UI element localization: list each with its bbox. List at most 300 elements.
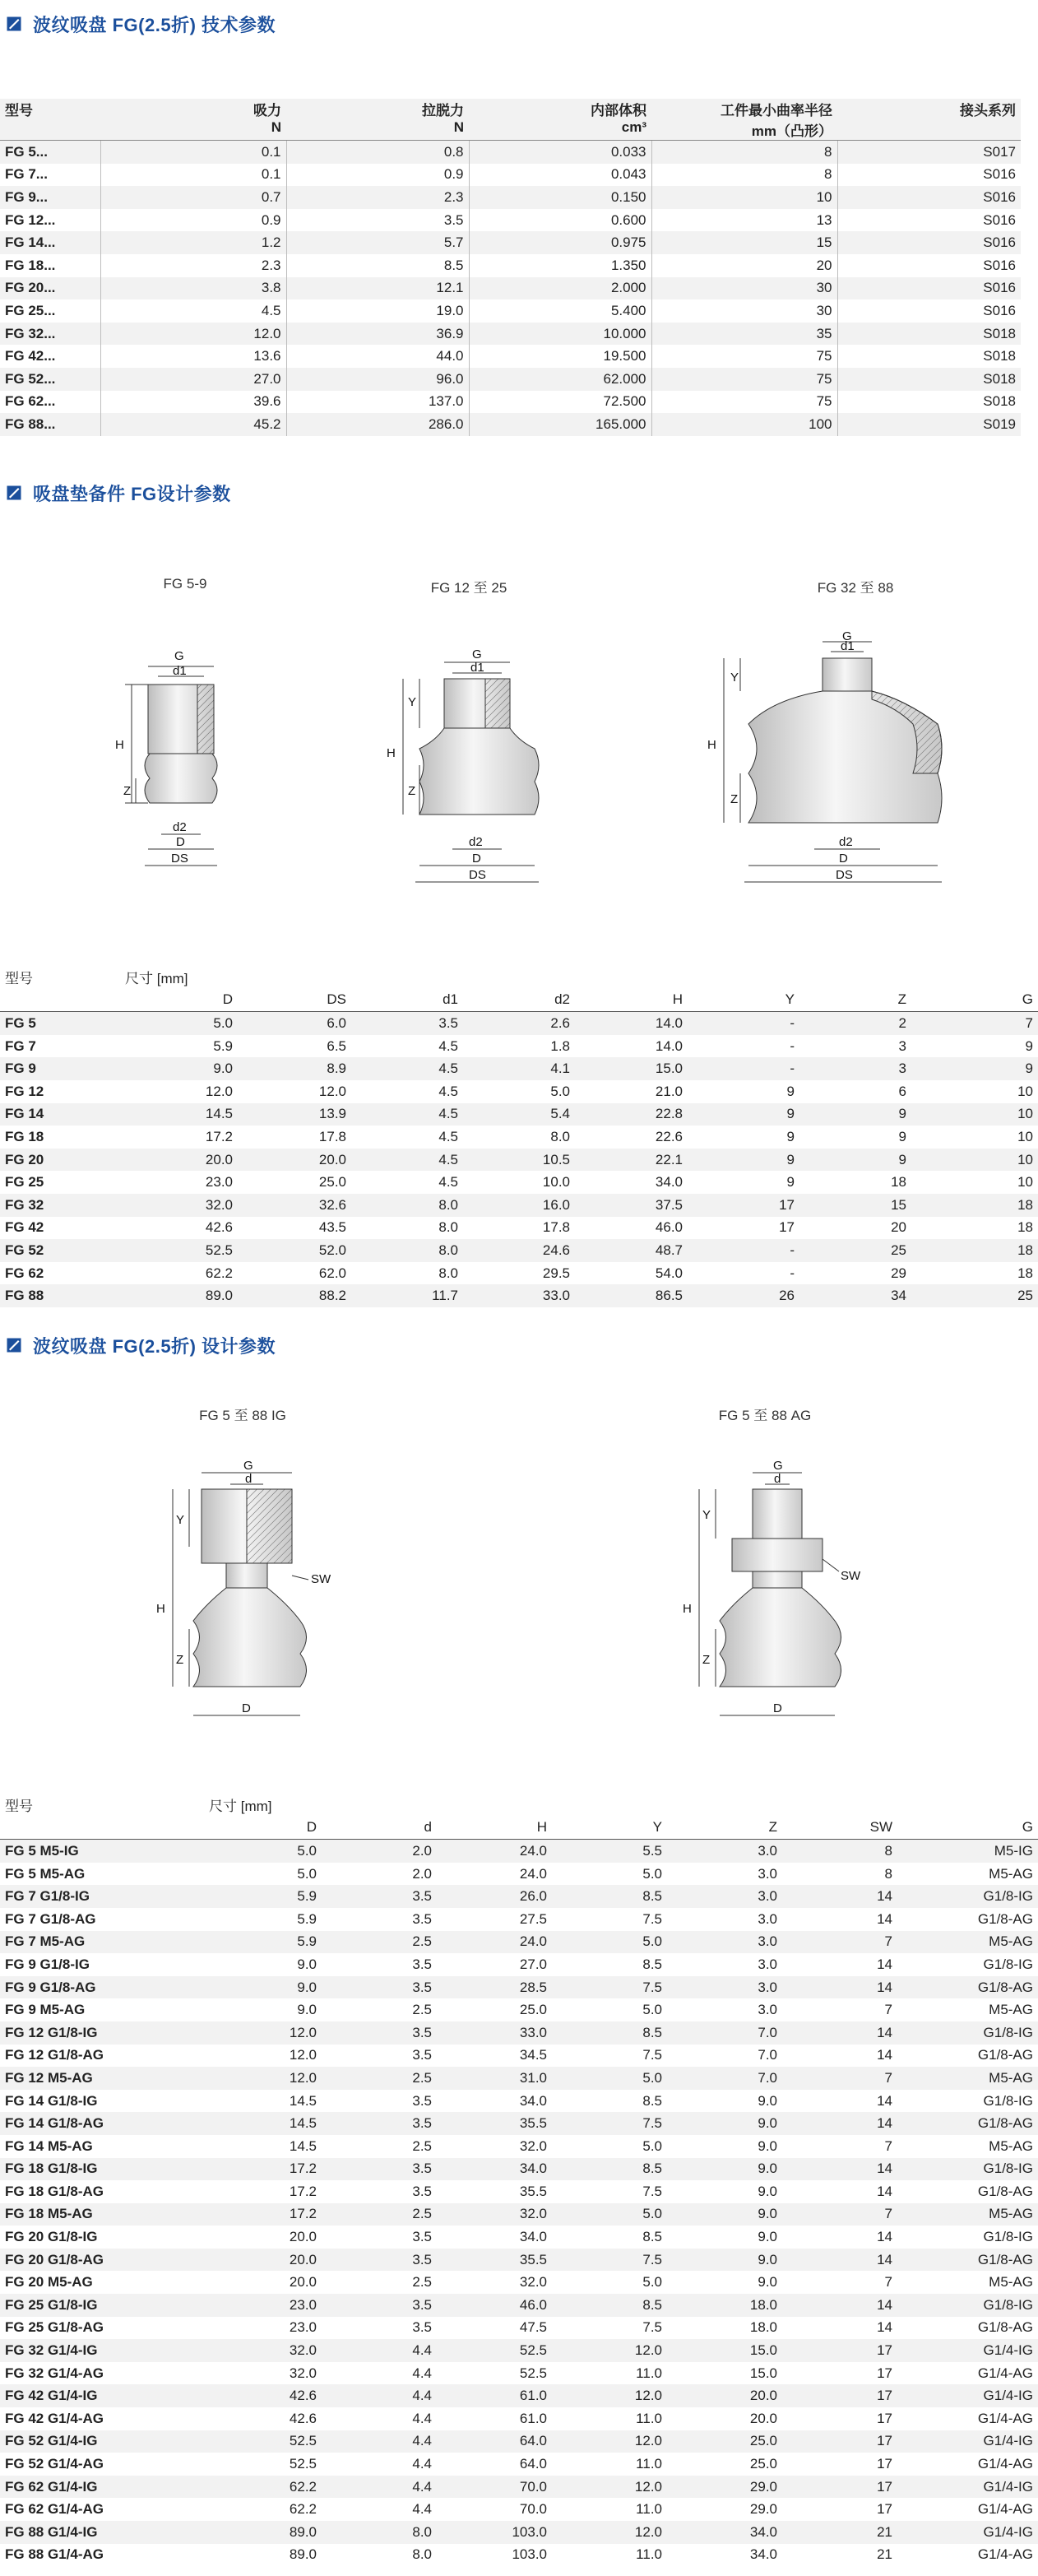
row-value: S016 [837,299,1021,323]
row-value: 2.5 [322,1931,437,1954]
row-value: 1.8 [463,1035,575,1058]
row-value: 14 [782,2090,897,2113]
dim-label-h: H [707,738,716,752]
row-value: 35 [651,323,837,346]
row-model: FG 25 G1/8-AG [0,2317,204,2340]
row-value: 5.9 [120,1035,238,1058]
table-row [0,1194,1038,1217]
row-value: 8.0 [351,1262,463,1285]
row-value: 20.0 [667,2384,782,2407]
row-value: 9.0 [667,2112,782,2135]
row-value: 3.0 [667,1953,782,1976]
row-value: 14 [782,2112,897,2135]
row-value: 27.5 [437,1908,552,1931]
row-value: 18 [911,1217,1038,1240]
row-value: S016 [837,186,1021,209]
row-value: 9.0 [667,2180,782,2203]
row-value: 14.0 [575,1035,688,1058]
drawing-fg-ig [123,1448,370,1736]
drawing-fg12-25 [362,634,576,905]
row-value: 2.6 [463,1012,575,1035]
row-value: 4.1 [463,1057,575,1080]
dim-label-y: Y [408,695,417,709]
row-value: 5.0 [463,1080,575,1103]
row-model: FG 18 G1/8-IG [0,2158,204,2181]
row-value: 18.0 [667,2317,782,2340]
dim-label-ds: DS [836,868,853,882]
row-value: 3.8 [100,277,286,300]
table-row [0,323,1021,346]
row-value: 14 [782,1976,897,1999]
row-value: 35.5 [437,2249,552,2272]
row-value: G1/8-IG [897,1885,1038,1908]
row-value: G1/8-AG [897,2112,1038,2135]
dim-label-d2: d2 [173,820,187,834]
row-model: FG 20... [0,277,100,300]
dim-label-z: Z [176,1653,184,1667]
row-value: G1/4-IG [897,2521,1038,2544]
table-row [0,2021,1038,2045]
row-value: 2.000 [469,277,651,300]
row-value: S016 [837,254,1021,277]
row-value: 88.2 [238,1284,351,1307]
row-value: 32.0 [437,2203,552,2226]
row-value: 20.0 [667,2407,782,2430]
row-value: 8.5 [552,2158,667,2181]
row-value: 15 [799,1194,911,1217]
row-value: G1/8-AG [897,2249,1038,2272]
row-model: FG 18 G1/8-AG [0,2180,204,2203]
row-value: 45.2 [100,413,286,436]
row-value: 32.0 [120,1194,238,1217]
row-value: 2.3 [286,186,469,209]
row-value: 3.5 [322,2045,437,2068]
row-value: 15 [651,231,837,254]
row-value: 3.5 [322,1976,437,1999]
row-value: 21.0 [575,1080,688,1103]
row-value: 35.5 [437,2112,552,2135]
row-value: 25.0 [667,2453,782,2476]
row-value: 17.2 [204,2203,322,2226]
table-row [0,1908,1038,1931]
row-value: 32.0 [204,2362,322,2385]
row-value: 52.5 [120,1239,238,1262]
row-model: FG 88 [0,1284,120,1307]
row-value: 9.0 [204,1998,322,2021]
row-value: 32.0 [437,2271,552,2294]
tech-params-table [0,99,1021,436]
row-value: 19.0 [286,299,469,323]
row-value: 0.150 [469,186,651,209]
row-value: G1/8-IG [897,1953,1038,1976]
row-value: G1/8-IG [897,2226,1038,2249]
row-value: 3.0 [667,1863,782,1886]
row-value: 13.6 [100,345,286,368]
row-model: FG 42 G1/4-AG [0,2407,204,2430]
row-value: 4.5 [351,1171,463,1194]
row-model: FG 52 G1/4-IG [0,2430,204,2453]
dim-label-z: Z [730,792,739,806]
row-value: 6.5 [238,1035,351,1058]
row-value: 20 [799,1217,911,1240]
row-value: 8.5 [552,1953,667,1976]
table-row [0,1126,1038,1149]
column-header: D [204,1817,322,1840]
row-value: G1/8-AG [897,2180,1038,2203]
table-row [0,1149,1038,1172]
dim-label-y: Y [176,1513,185,1527]
table-row [0,186,1021,209]
row-model: FG 14 G1/8-AG [0,2112,204,2135]
row-model: FG 20 [0,1149,120,1172]
dim-label-g: G [243,1459,253,1473]
dim-label-d-outer: D [242,1701,251,1715]
row-value: 7 [782,1931,897,1954]
row-value: 62.2 [204,2498,322,2521]
table-row [0,2544,1038,2567]
table-row [0,231,1021,254]
table-row [0,1885,1038,1908]
row-value: 4.4 [322,2407,437,2430]
row-value: 7.0 [667,2021,782,2045]
row-value: G1/8-IG [897,2158,1038,2181]
table-row [0,2407,1038,2430]
row-value: 9.0 [667,2271,782,2294]
row-model: FG 18... [0,254,100,277]
column-header: SW [782,1817,897,1840]
row-value: 5.9 [204,1885,322,1908]
row-value: 23.0 [204,2317,322,2340]
section2-header [7,480,231,505]
row-value: 17 [782,2407,897,2430]
row-value: - [688,1012,799,1035]
row-value: G1/4-IG [897,2339,1038,2362]
dim-label-y: Y [702,1508,711,1522]
row-value: 8.5 [552,1885,667,1908]
row-value: G1/4-AG [897,2407,1038,2430]
row-value: 18 [911,1262,1038,1285]
row-value: 70.0 [437,2476,552,2499]
row-value: - [688,1035,799,1058]
dim-label-d1: d1 [470,661,484,675]
row-value: S017 [837,141,1021,164]
row-model: FG 20 G1/8-IG [0,2226,204,2249]
table-row [0,1012,1038,1035]
row-model: FG 20 M5-AG [0,2271,204,2294]
row-value: 42.6 [204,2407,322,2430]
row-value: 9 [799,1103,911,1126]
row-value: 11.0 [552,2544,667,2567]
table-row [0,368,1021,391]
row-value: 52.5 [437,2362,552,2385]
row-value: 100 [651,413,837,436]
table-row [0,1998,1038,2021]
row-value: 0.9 [100,209,286,232]
row-value: 11.7 [351,1284,463,1307]
row-value: G1/4-AG [897,2498,1038,2521]
table-row [0,2453,1038,2476]
row-value: 9.0 [667,2158,782,2181]
row-model: FG 88... [0,413,100,436]
row-value: 9 [688,1080,799,1103]
table-row [0,413,1021,436]
row-value: 24.0 [437,1931,552,1954]
row-value: 47.5 [437,2317,552,2340]
row-model: FG 52 G1/4-AG [0,2453,204,2476]
row-value: 0.9 [286,164,469,187]
row-value: 4.5 [351,1080,463,1103]
dim-label-z: Z [123,784,132,798]
row-value: 16.0 [463,1194,575,1217]
row-value: 3.0 [667,1931,782,1954]
table-row [0,2384,1038,2407]
row-value: M5-AG [897,1863,1038,1886]
dim-label-h: H [387,746,396,760]
row-value: 8.5 [552,2294,667,2317]
row-value: 5.7 [286,231,469,254]
row-value: 28.5 [437,1976,552,1999]
row-value: 5.0 [204,1840,322,1863]
column-header: Y [688,989,799,1012]
column-header: Z [667,1817,782,1840]
row-value: 8 [782,1840,897,1863]
row-value: G1/8-AG [897,2317,1038,2340]
row-model: FG 25 [0,1171,120,1194]
table-row [0,2476,1038,2499]
dim-label-d: D [176,835,185,849]
row-value: 3.5 [322,2021,437,2045]
row-value: 9.0 [667,2226,782,2249]
table-row [0,1284,1038,1307]
row-value: 4.4 [322,2476,437,2499]
row-value: 3.0 [667,1840,782,1863]
table-row [0,2090,1038,2113]
dim-label-y: Y [730,671,739,685]
row-value: 165.000 [469,413,651,436]
row-value: 12.0 [552,2430,667,2453]
table-row [0,2112,1038,2135]
row-model: FG 42 G1/4-IG [0,2384,204,2407]
row-value: 13 [651,209,837,232]
row-value: G1/8-IG [897,2021,1038,2045]
row-value: 14 [782,2021,897,2045]
row-value: 5.0 [552,1931,667,1954]
row-value: 5.0 [204,1863,322,1886]
row-value: S016 [837,277,1021,300]
row-value: 18 [799,1171,911,1194]
row-value: 34.0 [575,1171,688,1194]
row-value: S018 [837,391,1021,414]
row-value: 0.8 [286,141,469,164]
drawing-caption-ag: FG 5 至 88 AG [718,1408,812,1423]
table-row [0,2430,1038,2453]
row-value: 3.0 [667,1998,782,2021]
row-value: 42.6 [120,1217,238,1240]
row-value: S016 [837,209,1021,232]
row-value: G1/8-AG [897,2045,1038,2068]
row-value: 5.0 [552,2203,667,2226]
drawing-fg5-9 [99,634,263,889]
row-value: 17 [782,2476,897,2499]
row-value: 11.0 [552,2498,667,2521]
row-value: 24.6 [463,1239,575,1262]
spare-pad-table [0,966,1038,1307]
row-value: 29.0 [667,2498,782,2521]
drawing-caption-fg12-25: FG 12 至 25 [430,580,507,596]
table-row [0,2158,1038,2181]
row-value: 0.1 [100,141,286,164]
row-value: G1/4-AG [897,2362,1038,2385]
table-row [0,1976,1038,1999]
row-value: G1/8-IG [897,2090,1038,2113]
row-value: 7.5 [552,2045,667,2068]
row-value: M5-IG [897,1840,1038,1863]
row-model: FG 52 [0,1239,120,1262]
note-pencil-icon [7,485,21,500]
section3-title: 波纹吸盘 FG(2.5折) 设计参数 [33,1335,276,1357]
header-dim: 尺寸 [mm] [204,1794,1038,1817]
row-value: 8.5 [552,2021,667,2045]
row-value: 10.000 [469,323,651,346]
row-value: 12.0 [120,1080,238,1103]
row-value: 96.0 [286,368,469,391]
row-value: 3.5 [286,209,469,232]
dim-label-d2: d2 [839,835,853,849]
row-value: 8.9 [238,1057,351,1080]
row-model: FG 12 G1/8-AG [0,2045,204,2068]
row-value: 54.0 [575,1262,688,1285]
row-value: 8 [782,1863,897,1886]
row-value: 7 [782,2135,897,2158]
row-value: 15.0 [667,2339,782,2362]
row-value: 3.0 [667,1885,782,1908]
dim-label-d: d [245,1472,253,1486]
row-value: 7.5 [552,2249,667,2272]
row-model: FG 62 G1/4-IG [0,2476,204,2499]
row-model: FG 88 G1/4-IG [0,2521,204,2544]
table-row [0,164,1021,187]
row-value: M5-AG [897,2271,1038,2294]
row-model: FG 7 G1/8-AG [0,1908,204,1931]
section1-title: 波纹吸盘 FG(2.5折) 技术参数 [33,14,276,35]
row-value: 2.0 [322,1840,437,1863]
row-value: 75 [651,368,837,391]
header-model: 型号 [0,99,100,141]
column-header: G [911,989,1038,1012]
row-value: 32.6 [238,1194,351,1217]
header-volume: 内部体积 cm³ [469,99,651,141]
row-value: 11.0 [552,2407,667,2430]
row-value: 14 [782,2294,897,2317]
row-value: 4.5 [100,299,286,323]
dim-label-d: D [472,852,481,866]
column-header: H [437,1817,552,1840]
row-model: FG 9 G1/8-AG [0,1976,204,1999]
dim-label-d2: d2 [469,835,483,849]
row-model: FG 32 G1/4-AG [0,2362,204,2385]
table-row [0,299,1021,323]
row-value: 10 [911,1080,1038,1103]
row-value: 4.4 [322,2430,437,2453]
row-value: 9.0 [667,2203,782,2226]
row-value: 5.0 [552,1863,667,1886]
header-model: 型号 [0,1794,204,1817]
dim-label-d: D [839,852,848,866]
row-model: FG 12 G1/8-IG [0,2021,204,2045]
table-row [0,1262,1038,1285]
row-value: 10 [911,1149,1038,1172]
dim-label-g: G [472,647,482,661]
row-value: 12.0 [100,323,286,346]
dim-label-d1: d1 [173,664,187,678]
row-value: S018 [837,345,1021,368]
row-value: 22.6 [575,1126,688,1149]
dim-label-z: Z [702,1653,711,1667]
row-value: 4.5 [351,1126,463,1149]
row-value: G1/8-IG [897,2294,1038,2317]
row-value: 5.0 [552,2271,667,2294]
header-dim: 尺寸 [mm] [120,966,1038,989]
row-model: FG 5 [0,1012,120,1035]
row-value: 8.0 [463,1126,575,1149]
table-row [0,1103,1038,1126]
row-model: FG 9 G1/8-IG [0,1953,204,1976]
row-value: 62.000 [469,368,651,391]
dim-label-z: Z [408,784,416,798]
row-model: FG 62 G1/4-AG [0,2498,204,2521]
column-header: d2 [463,989,575,1012]
row-value: M5-AG [897,1931,1038,1954]
row-value: 4.4 [322,2339,437,2362]
row-value: S018 [837,368,1021,391]
table-row [0,141,1021,164]
table-row [0,1863,1038,1886]
row-value: 17.2 [120,1126,238,1149]
row-value: 48.7 [575,1239,688,1262]
row-value: 44.0 [286,345,469,368]
row-value: 3 [799,1035,911,1058]
row-value: 33.0 [463,1284,575,1307]
row-value: 75 [651,345,837,368]
row-value: 62.2 [120,1262,238,1285]
row-value: 14 [782,2249,897,2272]
row-value: 3.5 [322,1908,437,1931]
row-model: FG 5... [0,141,100,164]
row-model: FG 18 M5-AG [0,2203,204,2226]
row-value: 5.9 [204,1908,322,1931]
row-value: 46.0 [575,1217,688,1240]
row-value: 35.5 [437,2180,552,2203]
table-row [0,2226,1038,2249]
row-value: 23.0 [204,2294,322,2317]
note-pencil-icon [7,16,21,31]
table-row [0,1239,1038,1262]
row-value: 18 [911,1194,1038,1217]
row-value: 10.0 [463,1171,575,1194]
row-value: 30 [651,299,837,323]
row-value: 21 [782,2521,897,2544]
table-row [0,2135,1038,2158]
column-header: DS [238,989,351,1012]
header-suction: 吸力 N [100,99,286,141]
row-value: 17 [782,2453,897,2476]
section3-header [7,1333,276,1358]
header-release: 拉脱力 N [286,99,469,141]
design-params-table [0,1794,1038,2566]
row-model: FG 62 [0,1262,120,1285]
table-row [0,2362,1038,2385]
row-value: 7.0 [667,2067,782,2090]
